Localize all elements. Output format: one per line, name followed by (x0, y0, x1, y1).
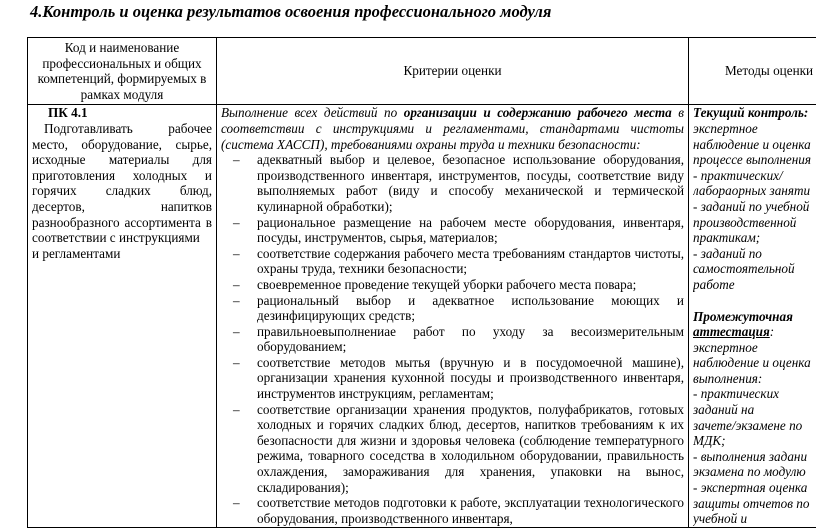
list-item: – правильноевыполнениае работ по уходу за весоизмерительным оборудованием; (221, 324, 684, 355)
method-line: процессе выполнения (693, 152, 816, 168)
criteria-intro-tail: в соответствии с инструкциями и регламентами, стандартами чистоты (система ХАССП), требованиями охраны труда и техники безопасности: (221, 105, 684, 151)
header-methods: Методы оценки (689, 38, 816, 105)
list-item: – адекватный выбор и целевое, безопасное использование оборудования, производственного инвентаря, инструментов, посуды, соответствие виду выполняемых работ (виду и способу механической и термической кулинарной обработки); (221, 152, 684, 214)
competence-code: ПК 4.1 (32, 105, 212, 121)
criteria-list (221, 152, 684, 526)
competence-cell (28, 105, 217, 527)
method-line: наблюдение и оценка (693, 355, 816, 371)
criteria-cell (217, 105, 689, 527)
interim-title: Промежуточная (693, 309, 816, 325)
method-line: - заданий по (693, 246, 816, 262)
method-line: - экспертная оценка (693, 480, 816, 496)
header-criteria: Критерии оценки (217, 38, 689, 105)
method-line: защиты отчетов по (693, 496, 816, 512)
method-line: наблюдение и оценка (693, 137, 816, 153)
table-row (28, 105, 816, 527)
method-line: практикам; (693, 230, 816, 246)
method-line: работе (693, 277, 816, 293)
criteria-intro (221, 105, 684, 152)
list-item: – соответствие методов мытья (вручную и в посудомоечной машине), организации хранения кухонной посуды и производственного инвентаря, инструментов инструкциям, регламентам; (221, 355, 684, 402)
interim-title-cont (693, 324, 816, 340)
method-line: экспертное (693, 121, 816, 137)
method-line: - выполнения задани (693, 449, 816, 465)
competence-text: Подготавливать рабочее место, оборудование, сырье, исходные материалы для приготовления холодных и горячих сладких блюд, десертов, напитков разнообразного ассортимента в соответствии с инструкциями (32, 121, 212, 246)
criteria-intro-emphasis: организации и содержанию рабочего места (404, 105, 672, 120)
method-line: МДК; (693, 433, 816, 449)
method-line: самостоятельной (693, 261, 816, 277)
list-item: – соответствие методов подготовки к работе, эксплуатации технологического оборудования, производственного инвентаря, (221, 495, 684, 526)
method-line: экзамена по модулю (693, 464, 816, 480)
method-line: - практических (693, 386, 816, 402)
section-heading: 4.Контроль и оценка результатов освоения профессионального модуля (30, 2, 551, 22)
method-line: - заданий по учебной (693, 199, 816, 215)
methods-cell (689, 105, 816, 527)
method-line: учебной и (693, 511, 816, 527)
method-line: лабораорных заняти (693, 183, 816, 199)
method-line: - практических/ (693, 168, 816, 184)
method-line: производственной (693, 215, 816, 231)
list-item: – соответствие содержания рабочего места требованиям стандартов чистоты, охраны труда, техники безопасности; (221, 246, 684, 277)
list-item: – рациональный выбор и адекватное использование моющих и дезинфицирующих средств; (221, 293, 684, 324)
table-header-row (28, 38, 816, 105)
method-line: заданий на (693, 402, 816, 418)
method-line: экспертное (693, 340, 816, 356)
assessment-table (27, 37, 816, 528)
interim-title-colon: : (770, 324, 774, 339)
list-item: – своевременное проведение текущей уборки рабочего места повара; (221, 277, 684, 293)
competence-text-tail: и регламентами (32, 246, 212, 262)
method-line: выполнения: (693, 371, 816, 387)
criteria-intro-lead: Выполнение всех действий по (221, 105, 404, 120)
list-item: – рациональное размещение на рабочем месте оборудования, инвентаря, посуды, инструментов, сырья, материалов; (221, 215, 684, 246)
interim-title-underlined: аттестация (693, 324, 770, 339)
method-line: зачете/экзамене по (693, 418, 816, 434)
methods-content (693, 105, 816, 526)
header-competences: Код и наименование профессиональных и общих компетенций, формируемых в рамках модуля (28, 38, 217, 105)
list-item: – соответствие организации хранения продуктов, полуфабрикатов, готовых холодных и горячих сладких блюд, десертов, напитков требованиям к их безопасности для жизни и здоровья человека (соблюдение температурного режима, товарного соседства в холодильном оборудовании, правильность охлаждения, замораживания для хранения, упаковки на вынос, складирования); (221, 402, 684, 496)
current-control-title: Текущий контроль: (693, 105, 816, 121)
